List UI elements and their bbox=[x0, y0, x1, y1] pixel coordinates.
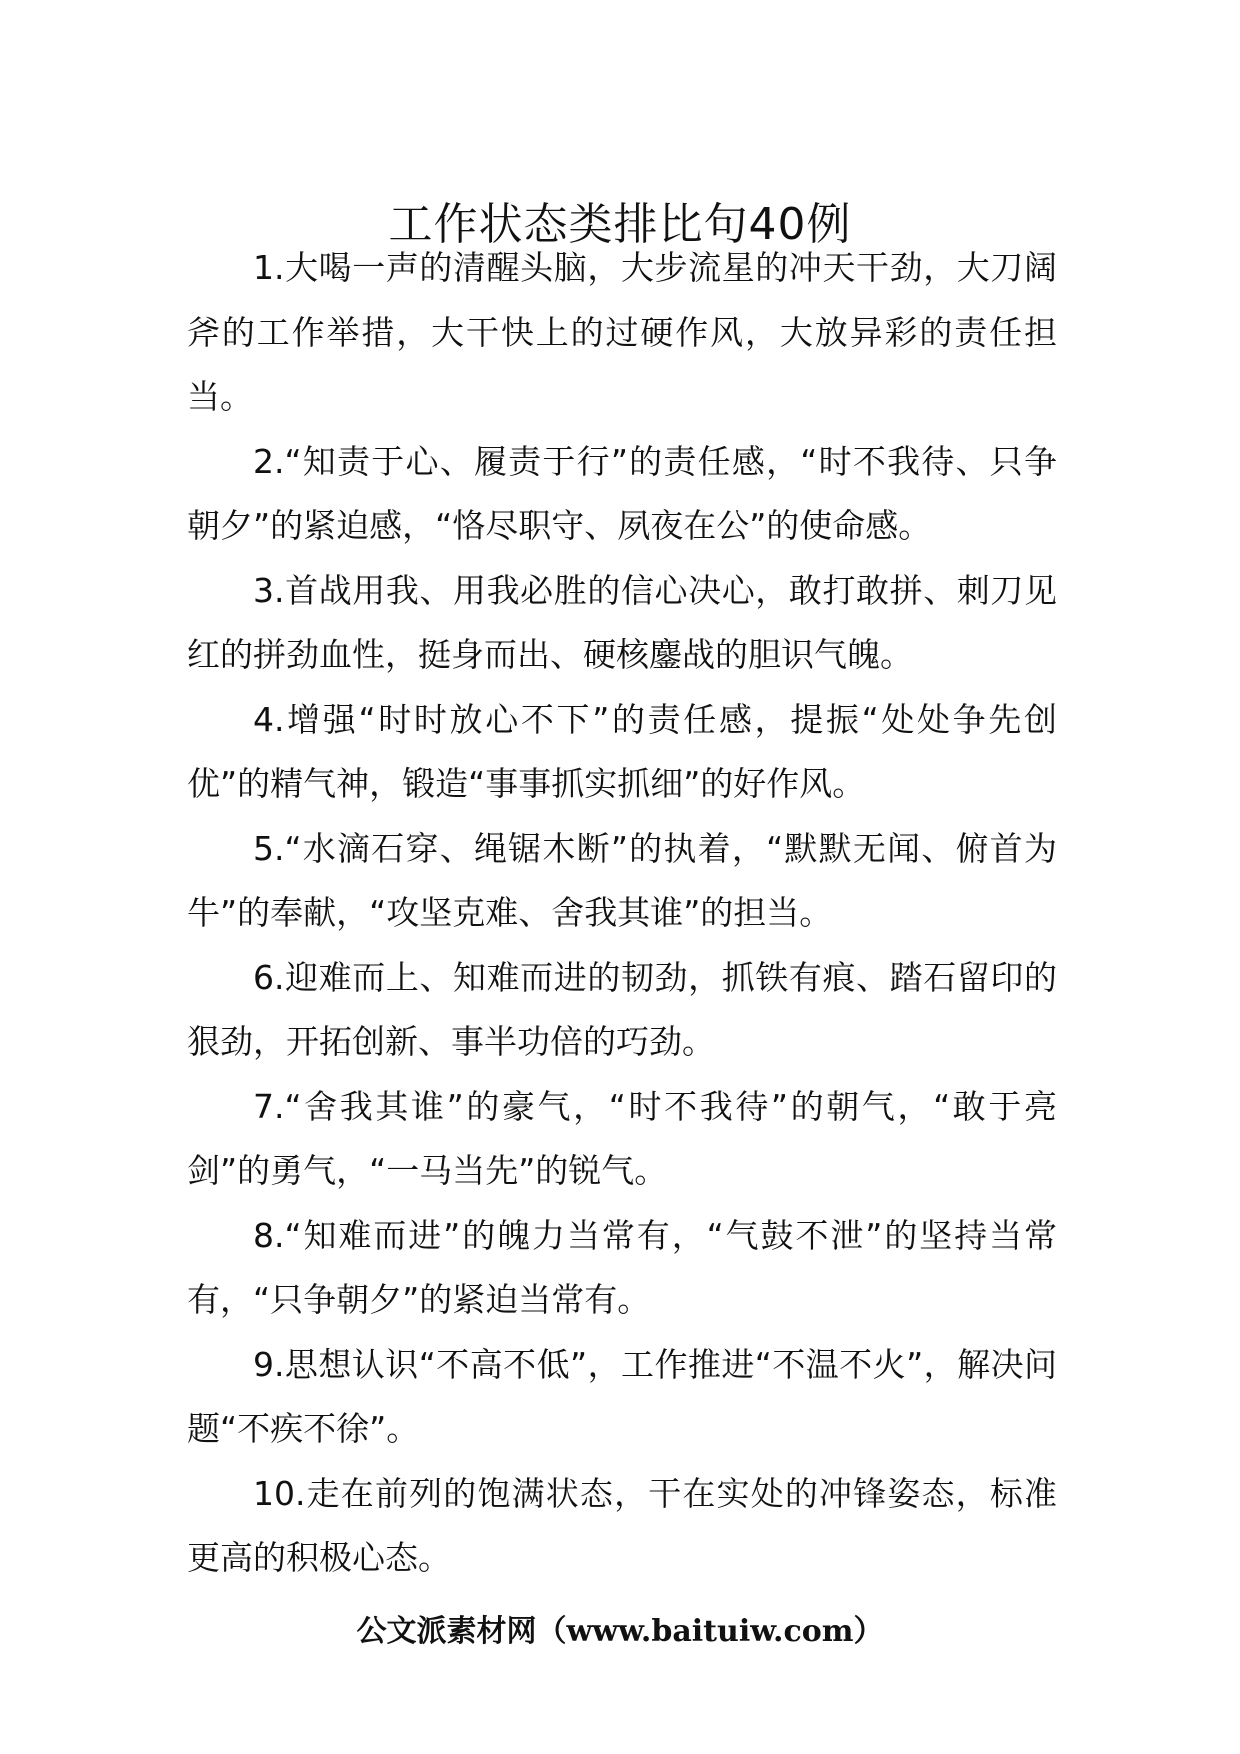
paragraph-10: 10.走在前列的饱满状态，干在实处的冲锋姿态，标准更高的积极心态。 bbox=[187, 1473, 1057, 1577]
paragraph-7: 7.“舍我其谁”的豪气，“时不我待”的朝气，“敢于亮剑”的勇气，“一马当先”的锐气。 bbox=[187, 1086, 1057, 1190]
paragraph-1: 1.大喝一声的清醒头脑，大步流星的冲天干劲，大刀阔斧的工作举措，大干快上的过硬作风，大放异彩的责任担当。 bbox=[187, 248, 1057, 416]
document-title: 工作状态类排比句40例 bbox=[388, 199, 852, 251]
paragraph-6: 6.迎难而上、知难而进的韧劲，抓铁有痕、踏石留印的狠劲，开拓创新、事半功倍的巧劲。 bbox=[187, 957, 1057, 1061]
paragraph-2: 2.“知责于心、履责于行”的责任感，“时不我待、只争朝夕”的紧迫感，“恪尽职守、夙夜在公”的使命感。 bbox=[187, 441, 1057, 545]
paragraph-3: 3.首战用我、用我必胜的信心决心，敢打敢拼、刺刀见红的拼劲血性，挺身而出、硬核鏖战的胆识气魄。 bbox=[187, 570, 1057, 674]
paragraph-9: 9.思想认识“不高不低”，工作推进“不温不火”，解决问题“不疾不徐”。 bbox=[187, 1344, 1057, 1448]
document-body bbox=[187, 236, 1057, 1591]
paragraph-8: 8.“知难而进”的魄力当常有，“气鼓不泄”的坚持当常有，“只争朝夕”的紧迫当常有。 bbox=[187, 1215, 1057, 1319]
paragraph-4: 4.增强“时时放心不下”的责任感，提振“处处争先创优”的精气神，锻造“事事抓实抓细”的好作风。 bbox=[187, 699, 1057, 803]
paragraph-5: 5.“水滴石穿、绳锯木断”的执着，“默默无闻、俯首为牛”的奉献，“攻坚克难、舍我其谁”的担当。 bbox=[187, 828, 1057, 932]
footer-watermark: 公文派素材网（www.baituiw.com） bbox=[356, 1614, 884, 1649]
